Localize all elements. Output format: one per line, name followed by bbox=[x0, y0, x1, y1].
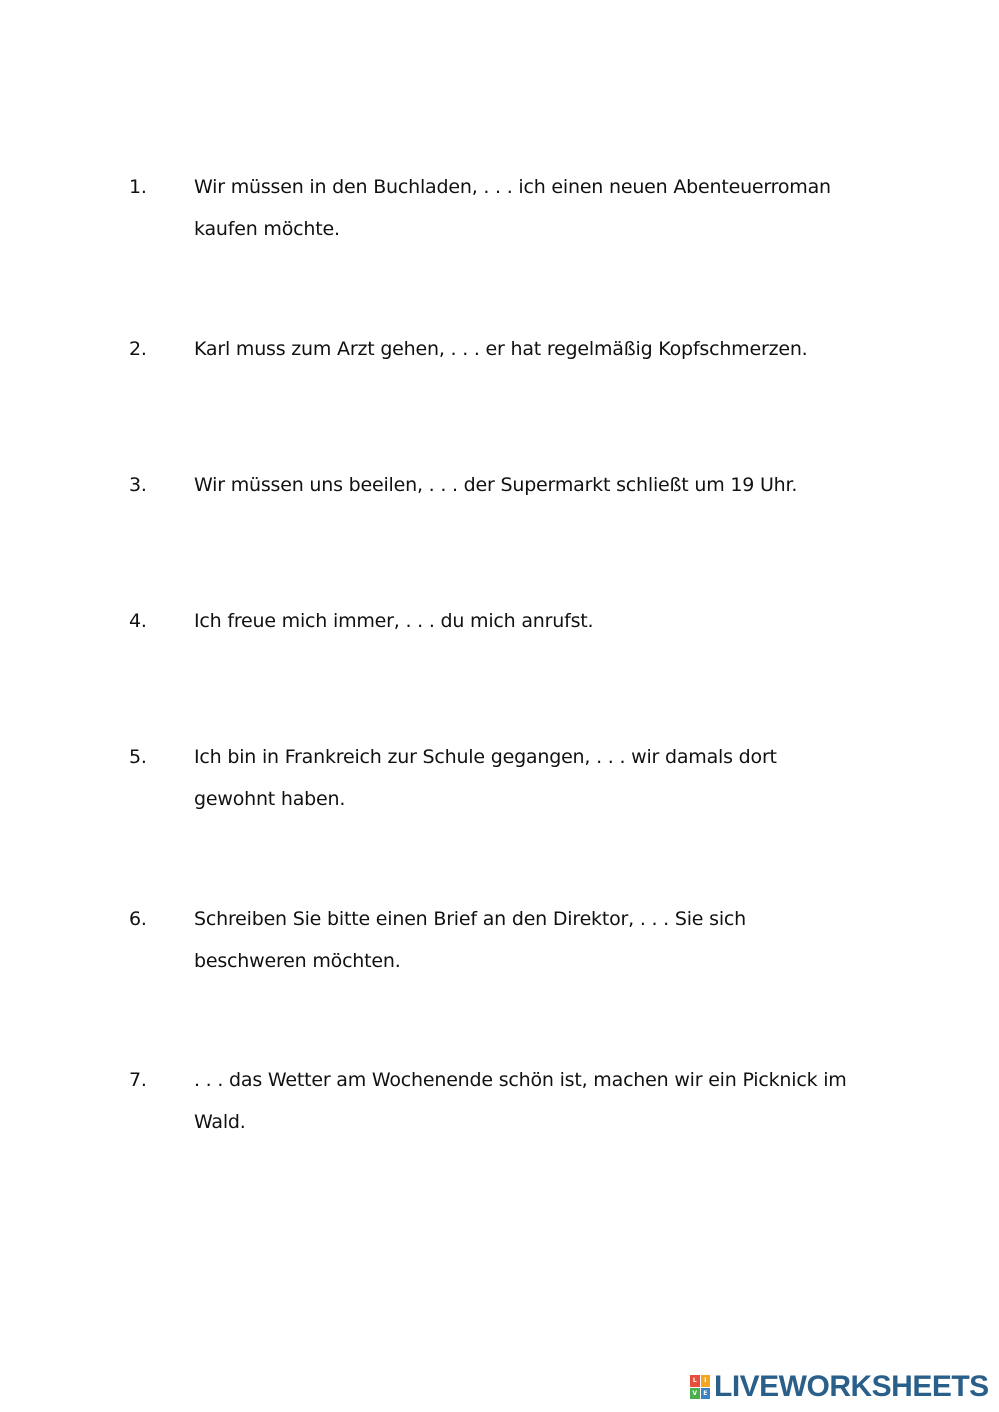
item-line-2: gewohnt haben. bbox=[194, 788, 346, 810]
item-number: 7. bbox=[129, 1069, 147, 1091]
item-number: 4. bbox=[129, 610, 147, 632]
item-number: 3. bbox=[129, 474, 147, 496]
item-line-2: Wald. bbox=[194, 1111, 246, 1133]
item-text bbox=[194, 736, 854, 820]
item-line-2: kaufen möchte. bbox=[194, 218, 340, 240]
item-line-1: Ich freue mich immer, . . . du mich anrufst. bbox=[194, 610, 594, 632]
logo-mark-letter: I bbox=[701, 1375, 711, 1387]
item-text bbox=[194, 464, 854, 506]
logo-text: LIVEWORKSHEETS bbox=[714, 1370, 989, 1403]
item-line-1: Ich bin in Frankreich zur Schule gegangen, . . . wir damals dort bbox=[194, 746, 777, 768]
item-text bbox=[194, 1059, 854, 1143]
item-text bbox=[194, 600, 854, 642]
item-text bbox=[194, 898, 854, 982]
logo-mark-icon bbox=[690, 1375, 710, 1399]
logo-mark-letter: V bbox=[690, 1388, 700, 1400]
logo-mark-letter: E bbox=[701, 1388, 711, 1400]
item-line-1: . . . das Wetter am Wochenende schön ist, machen wir ein Picknick im bbox=[194, 1069, 847, 1091]
item-number: 1. bbox=[129, 176, 147, 198]
item-text bbox=[194, 328, 854, 370]
item-line-1: Wir müssen uns beeilen, . . . der Supermarkt schließt um 19 Uhr. bbox=[194, 474, 798, 496]
item-line-1: Wir müssen in den Buchladen, . . . ich einen neuen Abenteuerroman bbox=[194, 176, 831, 198]
item-text bbox=[194, 166, 854, 250]
item-number: 2. bbox=[129, 338, 147, 360]
item-number: 6. bbox=[129, 908, 147, 930]
item-line-1: Karl muss zum Arzt gehen, . . . er hat regelmäßig Kopfschmerzen. bbox=[194, 338, 808, 360]
item-line-2: beschweren möchten. bbox=[194, 950, 401, 972]
logo-mark-letter: L bbox=[690, 1375, 700, 1387]
item-number: 5. bbox=[129, 746, 147, 768]
liveworksheets-logo bbox=[690, 1370, 989, 1403]
item-line-1: Schreiben Sie bitte einen Brief an den Direktor, . . . Sie sich bbox=[194, 908, 746, 930]
